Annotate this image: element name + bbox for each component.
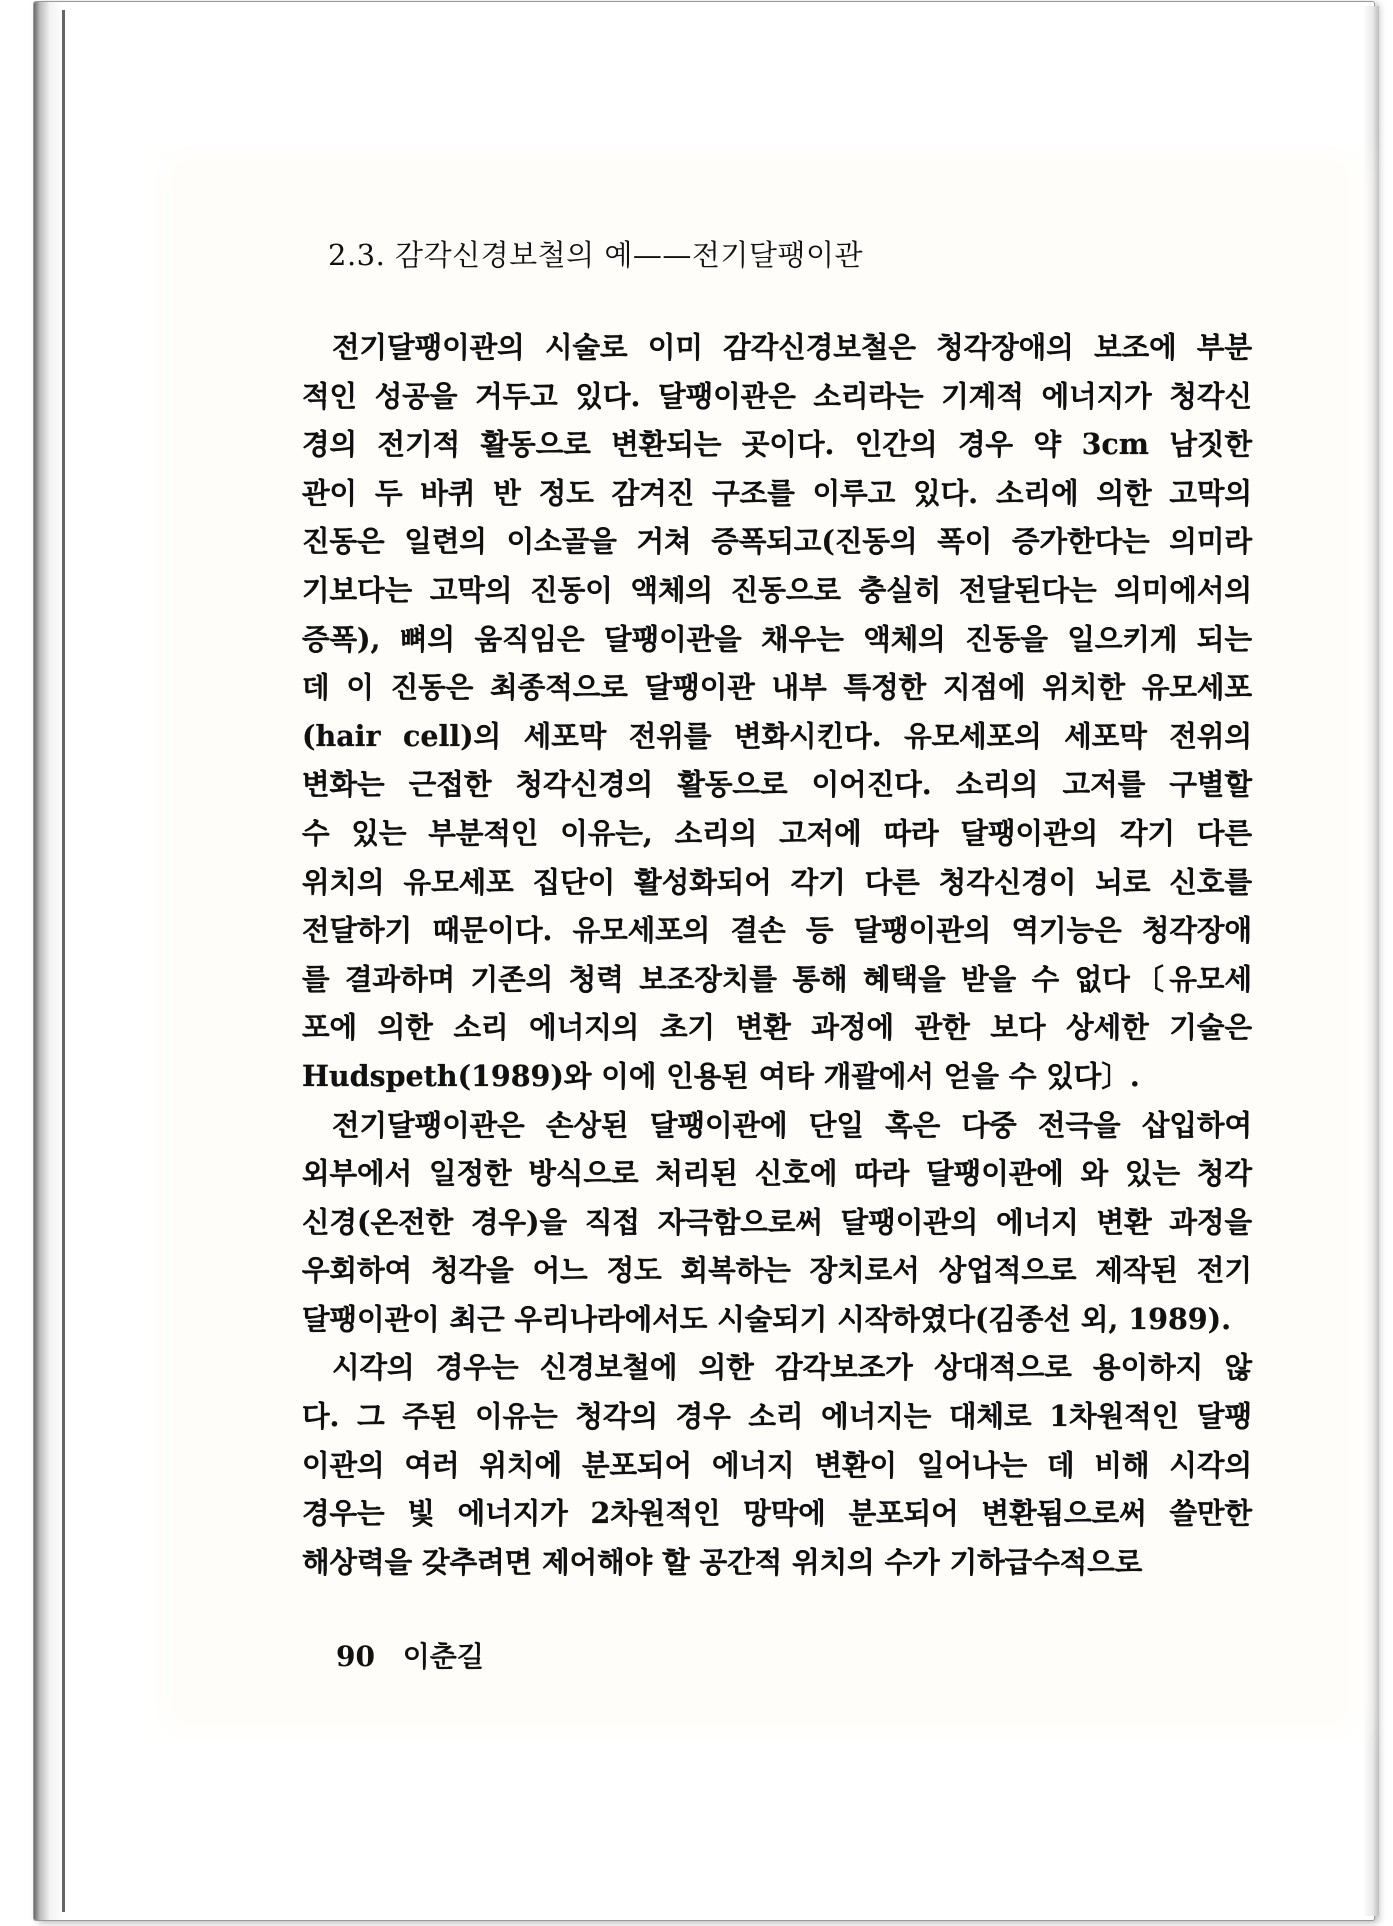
text-line: 달팽이관이 최근 우리나라에서도 시술되기 시작하였다(김종선 외, 1989). [302,1301,1232,1336]
text-line: 포에 의한 소리 에너지의 초기 변환 과정에 관한 보다 상세한 기술은 [302,1010,1252,1045]
page-spine [62,10,65,1912]
text-line: 신경(온전한 경우)을 직접 자극함으로써 달팽이관의 에너지 변환 과정을 [302,1204,1252,1239]
text-line: 진동은 일련의 이소골을 거쳐 증폭되고(진동의 폭이 증가한다는 의미라 [302,524,1252,559]
text-line: 경의 전기적 활동으로 변환되는 곳이다. 인간의 경우 약 3cm 남짓한 [302,427,1252,462]
body-text [302,323,1252,1586]
text-line: 외부에서 일정한 방식으로 처리된 신호에 따라 달팽이관에 와 있는 청각 [302,1156,1252,1191]
text-line: 이관의 여러 위치에 분포되어 에너지 변환이 일어나는 데 비해 시각의 [302,1447,1252,1482]
text-line: Hudspeth(1989)와 이에 인용된 여타 개괄에서 얻을 수 있다〕. [302,1058,1140,1093]
text-line: 변화는 근접한 청각신경의 활동으로 이어진다. 소리의 고저를 구별할 [302,767,1252,802]
author-name: 이춘길 [402,1640,484,1673]
text-line: 우회하여 청각을 어느 정도 회복하는 장치로서 상업적으로 제작된 전기 [302,1253,1252,1288]
text-line: 증폭), 뼈의 움직임은 달팽이관을 채우는 액체의 진동을 일으키게 되는 [302,621,1252,656]
section-title: 2.3. 감각신경보철의 예——전기달팽이관 [328,238,863,272]
text-line: 전달하기 때문이다. 유모세포의 결손 등 달팽이관의 역기능은 청각장애 [302,913,1252,948]
text-line: 위치의 유모세포 집단이 활성화되어 각기 다른 청각신경이 뇌로 신호를 [302,864,1252,899]
text-line: 다. 그 주된 이유는 청각의 경우 소리 에너지는 대체로 1차원적인 달팽 [302,1399,1252,1434]
text-line: 데 이 진동은 최종적으로 달팽이관 내부 특정한 지점에 위치한 유모세포 [302,670,1252,705]
paragraph [302,1343,1252,1586]
page-content [302,235,1252,1586]
page-edge [1363,6,1379,1916]
text-line: 기보다는 고막의 진동이 액체의 진동으로 충실히 전달된다는 의미에서의 [302,572,1252,607]
text-line: 시각의 경우는 신경보철에 의한 감각보조가 상대적으로 용이하지 않 [332,1350,1252,1385]
paragraph [302,1101,1252,1344]
text-line: 전기달팽이관은 손상된 달팽이관에 단일 혹은 다중 전극을 삽입하여 [332,1107,1252,1142]
text-line: 수 있는 부분적인 이유는, 소리의 고저에 따라 달팽이관의 각기 다른 [302,815,1252,850]
text-line: 전기달팽이관의 시술로 이미 감각신경보철은 청각장애의 보조에 부분 [332,330,1252,364]
text-line: 관이 두 바퀴 반 정도 감겨진 구조를 이루고 있다. 소리에 의한 고막의 [302,475,1252,510]
text-line: 경우는 빛 에너지가 2차원적인 망막에 분포되어 변환됨으로써 쓸만한 [302,1496,1252,1531]
text-line: 를 결과하며 기존의 청력 보조장치를 통해 혜택을 받을 수 없다〔유모세 [302,961,1252,996]
text-line: 적인 성공을 거두고 있다. 달팽이관은 소리라는 기계적 에너지가 청각신 [302,378,1252,413]
text-line: 해상력을 갖추려면 제어해야 할 공간적 위치의 수가 기하급수적으로 [302,1544,1143,1579]
text-line: (hair cell)의 세포막 전위를 변화시킨다. 유모세포의 세포막 전위의 [302,718,1252,753]
page-number: 90 [336,1640,375,1673]
paragraph [302,323,1252,1101]
page-footer [336,1635,502,1675]
